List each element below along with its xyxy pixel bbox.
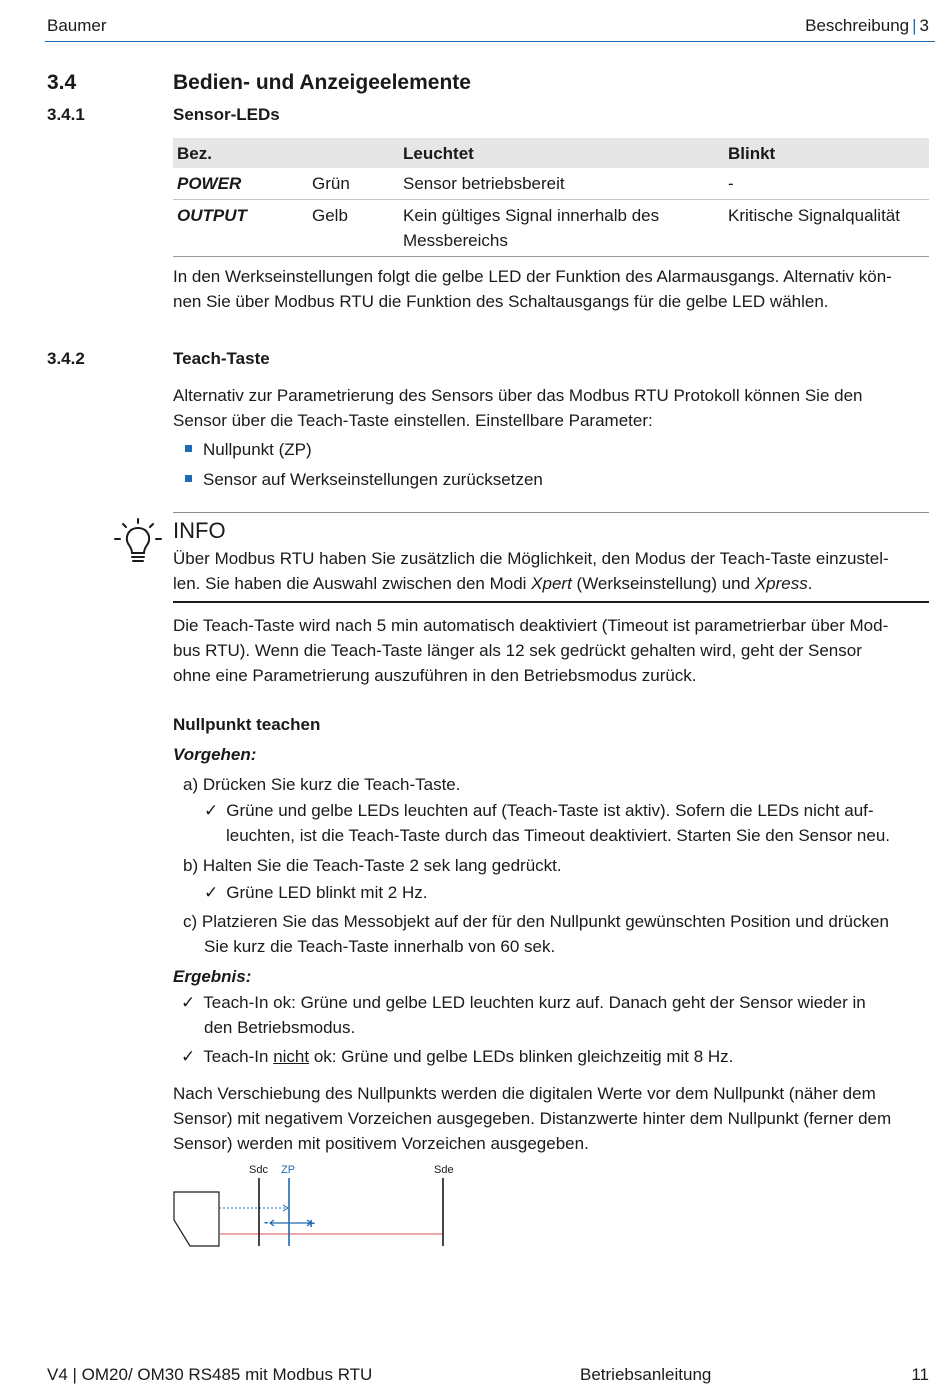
result-not-ok-text: Teach-In xyxy=(203,1047,274,1066)
header-chapter-number: 3 xyxy=(919,16,929,35)
procedure-label: Vorgehen: xyxy=(173,745,257,764)
bullet-square-icon xyxy=(185,445,192,452)
checkmark-icon: ✓ xyxy=(181,993,196,1012)
table-row xyxy=(173,200,929,257)
step-b-result xyxy=(204,880,944,905)
sde-label: Sde xyxy=(434,1164,454,1176)
minus-sign: - xyxy=(264,1214,269,1229)
result-ok-line: den Betriebsmodus. xyxy=(204,1018,356,1037)
info-title: INFO xyxy=(173,518,226,543)
nullpunkt-heading: Nullpunkt teachen xyxy=(173,715,321,734)
header-rule xyxy=(45,41,935,42)
timeout-paragraph xyxy=(173,613,929,688)
list-item xyxy=(185,467,925,492)
table-cell-name: POWER xyxy=(173,168,308,200)
info-text xyxy=(173,546,929,596)
subsection-number: 3.4.1 xyxy=(47,105,85,124)
header-section xyxy=(805,13,929,38)
step-b-result-text: Grüne LED blinkt mit 2 Hz. xyxy=(226,883,428,902)
step-a: a) Drücken Sie kurz die Teach-Taste. xyxy=(183,775,461,794)
footer-document-title: V4 | OM20/ OM30 RS485 mit Modbus RTU xyxy=(47,1365,373,1384)
table-header-cell: Blinkt xyxy=(724,138,929,168)
header-divider: | xyxy=(912,16,917,35)
shift-line: Nach Verschiebung des Nullpunkts werden die digitalen Werte vor dem Nullpunkt (näher dem xyxy=(173,1084,876,1103)
table-cell-color: Grün xyxy=(308,168,399,200)
result-ok xyxy=(181,990,931,1040)
lightbulb-icon xyxy=(112,518,164,570)
info-mode-xpress: Xpress xyxy=(754,574,808,593)
checkmark-icon: ✓ xyxy=(181,1047,196,1066)
table-cell-blink: - xyxy=(724,168,929,200)
step-b: b) Halten Sie die Teach-Taste 2 sek lang gedrückt. xyxy=(183,856,562,875)
result-not-ok-emphasis: nicht xyxy=(273,1047,310,1066)
subsection-title: Sensor-LEDs xyxy=(173,105,280,124)
teach-intro-line: Sensor über die Teach-Taste einstellen. Einstellbare Parameter: xyxy=(173,411,653,430)
sensor-housing-icon xyxy=(174,1192,219,1246)
checkmark-icon: ✓ xyxy=(204,883,219,902)
shift-line: Sensor) mit negativem Vorzeichen ausgegeben. Distanzwerte hinter dem Nullpunkt (ferner dem xyxy=(173,1109,892,1128)
table-header-cell: Leuchtet xyxy=(399,138,724,168)
list-item-text: Nullpunkt (ZP) xyxy=(203,440,312,459)
section-number: 3.4 xyxy=(47,71,77,94)
table-header-cell-empty xyxy=(308,138,399,168)
step-c-line: c) Platzieren Sie das Messobjekt auf der für den Nullpunkt gewünschten Position und drücken xyxy=(183,912,889,931)
sensor-led-table xyxy=(173,138,929,257)
result-not-ok xyxy=(181,1044,931,1069)
table-cell-blink: Kritische Signalqualität xyxy=(724,200,929,257)
bullet-square-icon xyxy=(185,475,192,482)
info-mode-xpert: Xpert xyxy=(531,574,572,593)
footer-page-number: 11 xyxy=(911,1365,929,1384)
led-note xyxy=(173,264,929,314)
info-bottom-rule xyxy=(173,601,929,603)
info-text-fragment: . xyxy=(807,574,813,593)
table-cell-lit-line: Kein gültiges Signal innerhalb des xyxy=(403,206,660,225)
led-note-line: In den Werkseinstellungen folgt die gelbe LED der Funktion des Alarmausgangs. Alternativ kön- xyxy=(173,267,892,286)
zero-point-diagram xyxy=(165,1158,465,1254)
table-header-row xyxy=(173,138,929,168)
step-a-result-line xyxy=(204,798,929,823)
shift-line: Sensor) werden mit positivem Vorzeichen ausgegeben. xyxy=(173,1134,589,1153)
header-brand: Baumer xyxy=(47,16,107,35)
subsection-title: Teach-Taste xyxy=(173,349,270,368)
table-cell-lit xyxy=(399,200,724,257)
result-not-ok-text: ok: Grüne und gelbe LEDs blinken gleichzeitig mit 8 Hz. xyxy=(309,1047,734,1066)
table-header-cell: Bez. xyxy=(173,138,308,168)
list-item-text: Sensor auf Werkseinstellungen zurücksetzen xyxy=(203,470,543,489)
timeout-line: Die Teach-Taste wird nach 5 min automatisch deaktiviert (Timeout ist parametrierbar über Mod- xyxy=(173,616,889,635)
footer-document-type: Betriebsanleitung xyxy=(580,1365,712,1384)
plus-sign: + xyxy=(307,1215,316,1231)
zp-label: ZP xyxy=(281,1164,296,1176)
step-a-result xyxy=(204,798,929,848)
info-text-fragment: (Werkseinstellung) und xyxy=(571,574,755,593)
result-ok-line xyxy=(181,990,931,1015)
result-ok-text: Teach-In ok: Grüne und gelbe LED leuchten kurz auf. Danach geht der Sensor wieder in xyxy=(203,993,866,1012)
table-cell-lit: Sensor betriebsbereit xyxy=(399,168,724,200)
table-cell-lit-line: Messbereichs xyxy=(403,231,508,250)
result-label: Ergebnis: xyxy=(173,967,252,986)
led-note-line: nen Sie über Modbus RTU die Funktion des Schaltausgangs für die gelbe LED wählen. xyxy=(173,292,829,311)
checkmark-icon: ✓ xyxy=(204,801,219,820)
step-a-result-line: leuchten, ist die Teach-Taste durch das Timeout deaktiviert. Starten Sie den Sensor neu. xyxy=(226,826,891,845)
timeout-line: ohne eine Parametrierung auszuführen in den Betriebsmodus zurück. xyxy=(173,666,697,685)
header-section-title: Beschreibung xyxy=(805,16,910,35)
info-text-fragment: len. Sie haben die Auswahl zwischen den Modi xyxy=(173,574,532,593)
table-cell-color: Gelb xyxy=(308,200,399,257)
info-text-line xyxy=(173,571,929,596)
table-cell-name: OUTPUT xyxy=(173,200,308,257)
teach-intro xyxy=(173,383,929,433)
info-top-rule xyxy=(173,512,929,513)
step-c-line: Sie kurz die Teach-Taste innerhalb von 60 sek. xyxy=(204,937,556,956)
section-title: Bedien- und Anzeigeelemente xyxy=(173,71,471,94)
table-row xyxy=(173,168,929,200)
info-text-line: Über Modbus RTU haben Sie zusätzlich die Möglichkeit, den Modus der Teach-Taste einzustel- xyxy=(173,549,889,568)
subsection-number: 3.4.2 xyxy=(47,349,85,368)
shift-paragraph xyxy=(173,1081,929,1156)
timeout-line: bus RTU). Wenn die Teach-Taste länger als 12 sek gedrückt gehalten wird, geht der Sensor xyxy=(173,641,862,660)
step-a-result-text: Grüne und gelbe LEDs leuchten auf (Teach-Taste ist aktiv). Sofern die LEDs nicht auf- xyxy=(226,801,874,820)
list-item xyxy=(185,437,925,462)
sdc-label: Sdc xyxy=(249,1164,268,1176)
teach-intro-line: Alternativ zur Parametrierung des Sensors über das Modbus RTU Protokoll können Sie den xyxy=(173,386,863,405)
step-c xyxy=(183,909,929,959)
